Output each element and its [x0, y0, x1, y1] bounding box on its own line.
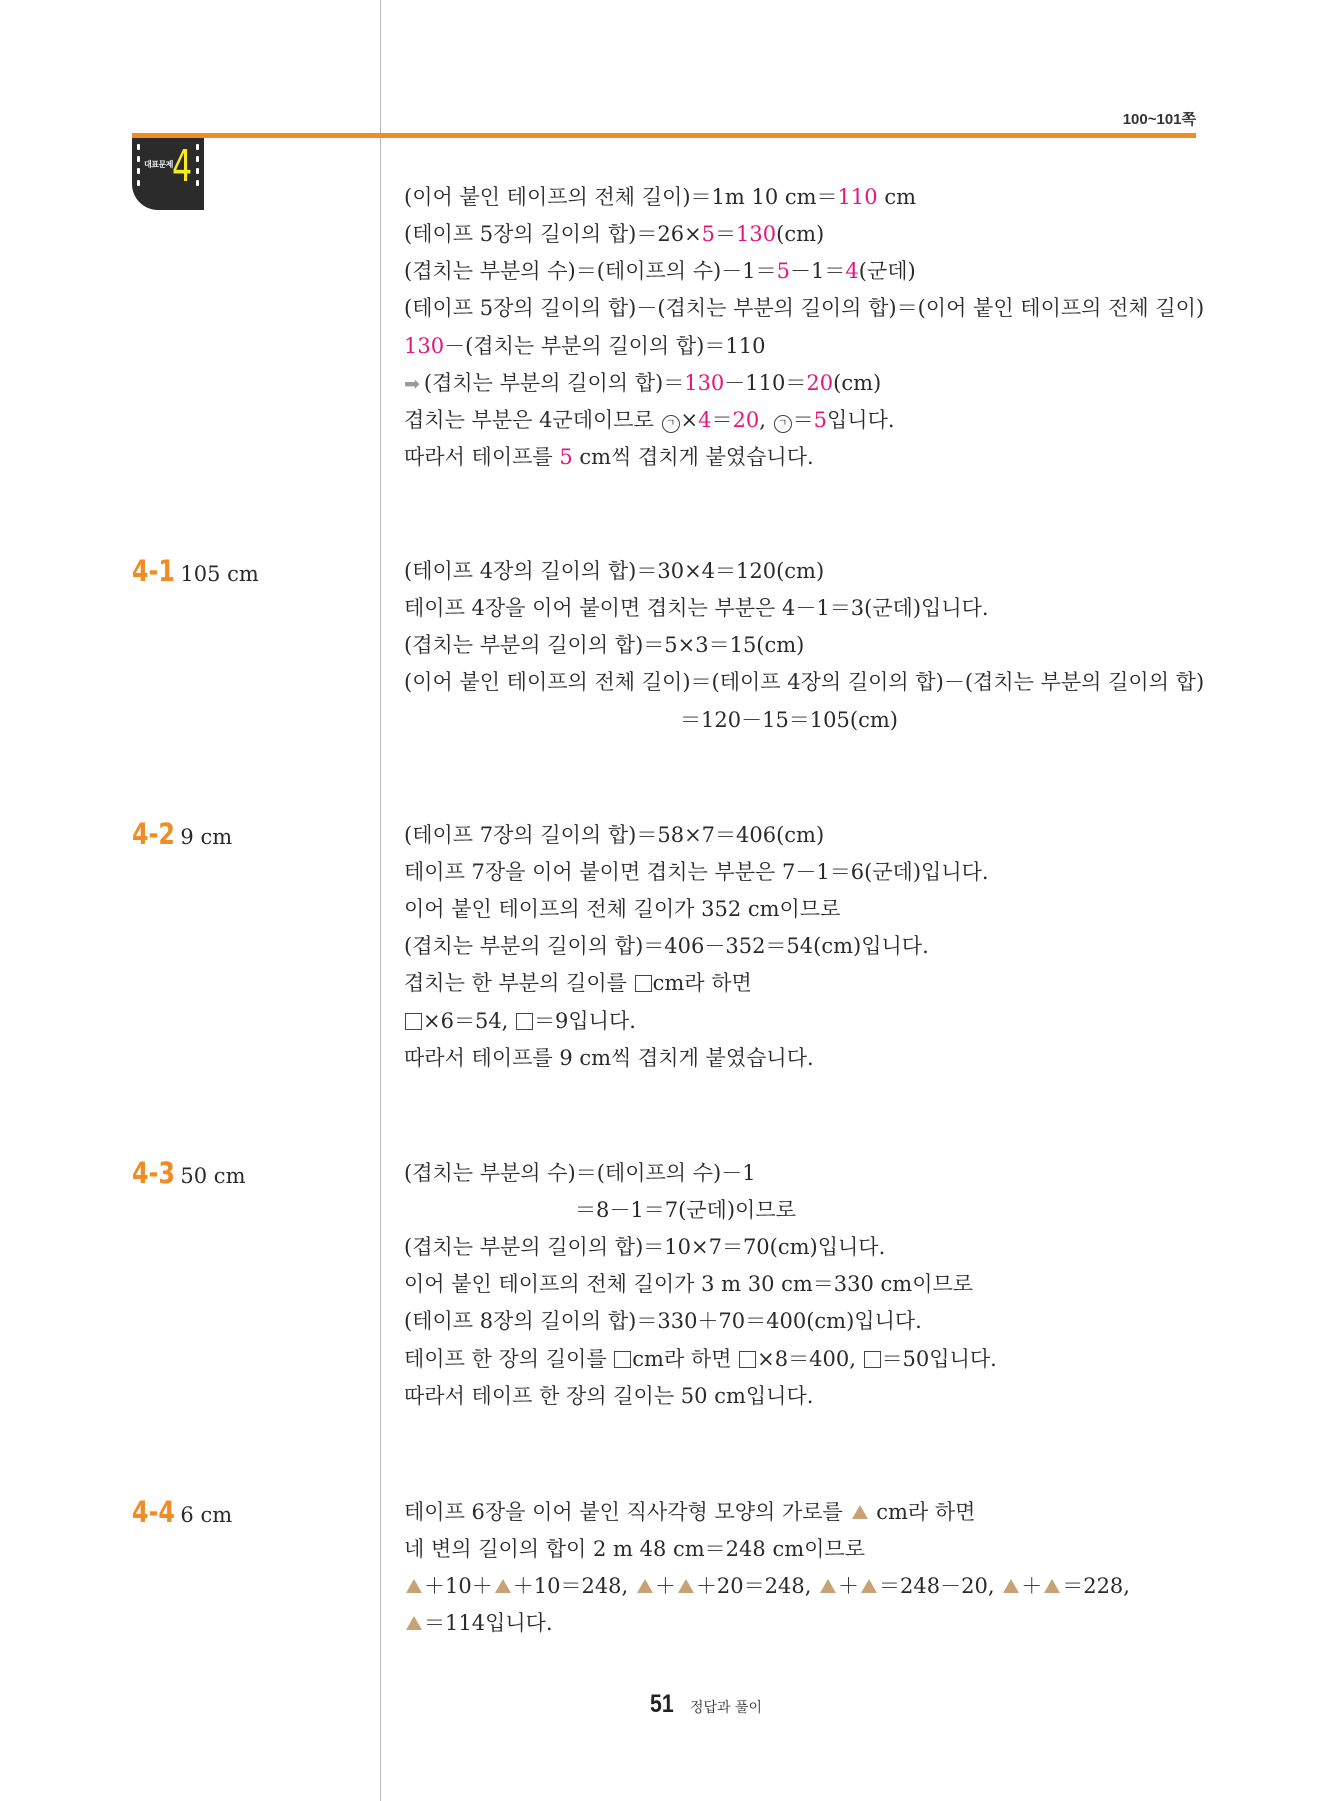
q42-line-2: 테이프 7장을 이어 붙이면 겹치는 부분은 7－1＝6(군데)입니다.	[404, 860, 989, 884]
q42-line-5: 겹치는 한 부분의 길이를 cm라 하면	[404, 971, 752, 995]
triangle-icon	[678, 1579, 694, 1593]
q42-line-7: 따라서 테이프를 9 cm씩 겹치게 붙였습니다.	[404, 1046, 814, 1070]
q44-line-4: ＝114입니다.	[404, 1610, 553, 1636]
triangle-icon	[495, 1579, 511, 1593]
triangle-icon	[820, 1579, 836, 1593]
triangle-icon	[1044, 1579, 1060, 1593]
q43-line-2: ＝8－1＝7(군데)이므로	[575, 1198, 796, 1222]
rep-line-2: (테이프 5장의 길이의 합)＝26×5＝130(cm)	[404, 222, 825, 246]
q41-line-3: (겹치는 부분의 길이의 합)＝5×3＝15(cm)	[404, 633, 805, 657]
q42-line-1: (테이프 7장의 길이의 합)＝58×7＝406(cm)	[404, 823, 825, 847]
rep-line-8: 따라서 테이프를 5 cm씩 겹치게 붙였습니다.	[404, 445, 814, 469]
blank-box-icon	[635, 975, 652, 992]
q41-line-2: 테이프 4장을 이어 붙이면 겹치는 부분은 4－1＝3(군데)입니다.	[404, 596, 989, 620]
rep-line-1: (이어 붙인 테이프의 전체 길이)＝1m 10 cm＝110 cm	[404, 185, 916, 209]
q44-line-2: 네 변의 길이의 합이 2 m 48 cm＝248 cm이므로	[404, 1537, 865, 1561]
rep-line-7: 겹치는 부분은 4군데이므로 ㄱ ×4＝20, ㄱ ＝5입니다.	[404, 408, 895, 432]
q41-line-1: (테이프 4장의 길이의 합)＝30×4＝120(cm)	[404, 559, 825, 583]
rep-line-4: (테이프 5장의 길이의 합)－(겹치는 부분의 길이의 합)＝(이어 붙인 테이프의 전체 길이)	[404, 296, 1205, 320]
question-4-1-label: 4-1 105 cm	[132, 554, 259, 588]
blank-box-icon	[864, 1351, 881, 1368]
page-number: 51	[650, 1690, 674, 1718]
q44-line-3: ＋10＋ ＋10＝248, ＋ ＋20＝248, ＋ ＝248－20, ＋ ＝228,	[404, 1573, 1130, 1599]
q42-line-6: ×6＝54, ＝9입니다.	[404, 1008, 636, 1034]
q42-line-3: 이어 붙인 테이프의 전체 길이가 352 cm이므로	[404, 897, 841, 921]
right-arrow-icon: ➡	[404, 373, 420, 395]
blank-box-icon	[516, 1013, 533, 1030]
q41-line-4: (이어 붙인 테이프의 전체 길이)＝(테이프 4장의 길이의 합)－(겹치는 부분의 길이의 합)	[404, 670, 1205, 694]
blank-box-icon	[614, 1351, 631, 1368]
q44-line-1: 테이프 6장을 이어 붙인 직사각형 모양의 가로를 cm라 하면	[404, 1500, 976, 1524]
page-range: 100~101쪽	[1122, 111, 1196, 128]
representative-problem-badge	[132, 138, 204, 210]
question-4-4-label: 4-4 6 cm	[132, 1495, 233, 1529]
q43-line-5: (테이프 8장의 길이의 합)＝330＋70＝400(cm)입니다.	[404, 1309, 922, 1333]
circled-giyeok-icon: ㄱ	[662, 415, 680, 433]
rep-line-3: (겹치는 부분의 수)＝(테이프의 수)－1＝5－1＝4(군데)	[404, 259, 916, 283]
q43-line-6: 테이프 한 장의 길이를 cm라 하면 ×8＝400, ＝50입니다.	[404, 1347, 997, 1371]
triangle-icon	[861, 1579, 877, 1593]
column-divider	[380, 0, 381, 1801]
q43-line-4: 이어 붙인 테이프의 전체 길이가 3 m 30 cm＝330 cm이므로	[404, 1272, 974, 1296]
question-4-3-label: 4-3 50 cm	[132, 1156, 246, 1190]
q43-line-3: (겹치는 부분의 길이의 합)＝10×7＝70(cm)입니다.	[404, 1235, 886, 1259]
blank-box-icon	[405, 1013, 422, 1030]
triangle-icon	[1003, 1579, 1019, 1593]
badge-number: 4	[172, 141, 193, 192]
q43-line-1: (겹치는 부분의 수)＝(테이프의 수)－1	[404, 1161, 756, 1185]
rep-line-6: ➡ (겹치는 부분의 길이의 합)＝130－110＝20(cm)	[404, 371, 882, 395]
triangle-icon	[406, 1616, 422, 1630]
triangle-icon	[852, 1505, 868, 1519]
q42-line-4: (겹치는 부분의 길이의 합)＝406－352＝54(cm)입니다.	[404, 934, 929, 958]
footer-label: 정답과 풀이	[690, 1700, 763, 1716]
q41-line-5: ＝120－15＝105(cm)	[680, 708, 898, 732]
rep-line-5: 130－(겹치는 부분의 길이의 합)＝110	[404, 334, 766, 358]
triangle-icon	[406, 1579, 422, 1593]
header-rule	[132, 133, 1196, 138]
q43-line-7: 따라서 테이프 한 장의 길이는 50 cm입니다.	[404, 1384, 814, 1408]
badge-label: 대표문제	[144, 160, 173, 169]
blank-box-icon	[739, 1351, 756, 1368]
question-4-2-label: 4-2 9 cm	[132, 817, 233, 851]
triangle-icon	[637, 1579, 653, 1593]
circled-giyeok-icon: ㄱ	[774, 415, 792, 433]
